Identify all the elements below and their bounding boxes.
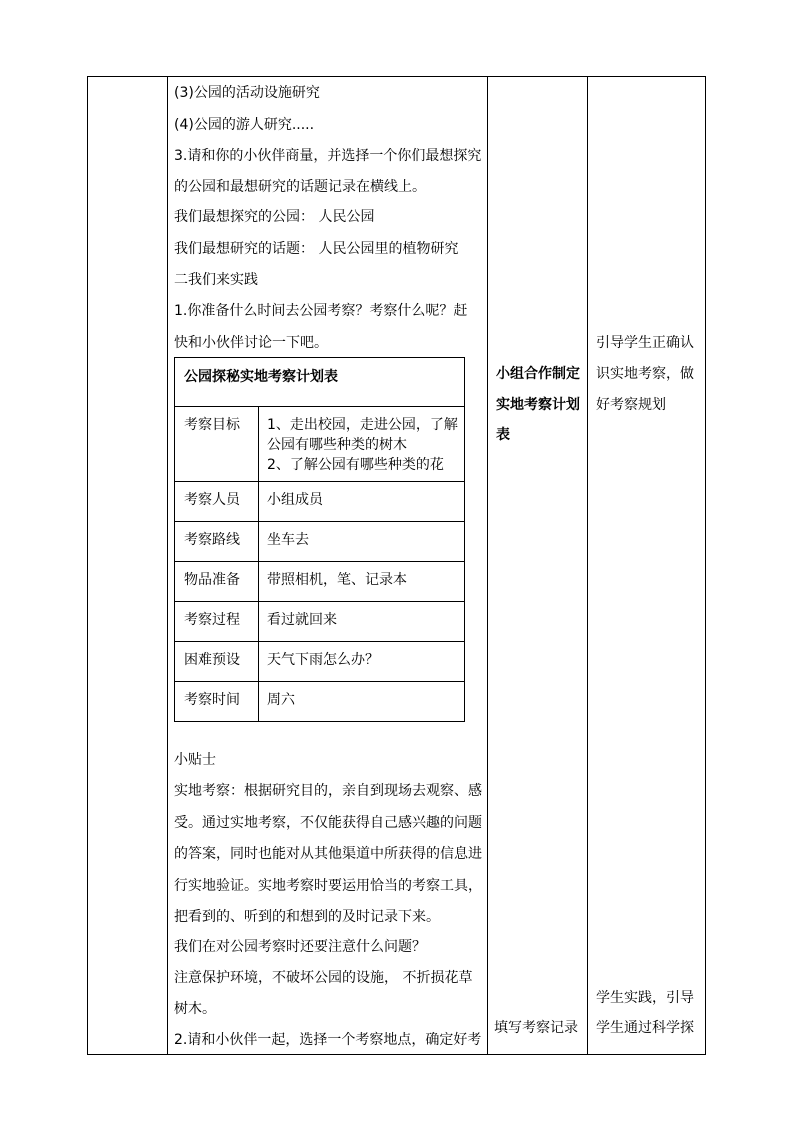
plan-row-label: 物品准备: [184, 572, 240, 588]
plan-row: [175, 601, 464, 642]
plan-row-label: 困难预设: [184, 652, 240, 668]
student-activity-line: 小组合作制定: [496, 366, 580, 382]
plan-row-label: 考察过程: [184, 612, 240, 628]
content-line: 3.请和你的小伙伴商量，并选择一个你们最想探究: [174, 148, 482, 164]
content-line: 实地考察：根据研究目的，亲自到现场去观察、感: [174, 783, 482, 799]
section-heading: 二我们来实践: [174, 272, 258, 288]
plan-title: 公园探秘实地考察计划表: [184, 369, 338, 385]
content-line: (4)公园的游人研究.....: [174, 117, 315, 133]
column-divider-1: [167, 76, 168, 1055]
content-line: 行实地验证。实地考察时要运用恰当的考察工具，: [174, 878, 482, 894]
plan-row-label: 考察时间: [184, 692, 240, 708]
column-divider-3: [587, 76, 588, 1055]
plan-row: [175, 406, 464, 482]
design-intent-line: 学生通过科学探: [596, 1020, 694, 1036]
tip-heading: 小贴士: [174, 752, 216, 768]
plan-cell-divider: [258, 642, 259, 682]
plan-cell-divider: [258, 682, 259, 722]
plan-row-value: 1、走出校园，走进公园，了解: [267, 417, 458, 433]
plan-cell-divider: [258, 482, 259, 522]
plan-row: [175, 521, 464, 562]
student-activity-line: 实地考察计划: [496, 397, 580, 413]
content-line: (3)公园的活动设施研究: [174, 85, 320, 101]
plan-row: [175, 641, 464, 682]
content-line: 2.请和小伙伴一起，选择一个考察地点，确定好考: [174, 1032, 482, 1048]
design-intent-line: 学生实践，引导: [596, 990, 694, 1006]
plan-row-value: 2、了解公园有哪些种类的花: [267, 457, 444, 473]
plan-row-value: 坐车去: [267, 532, 309, 548]
plan-row: [175, 561, 464, 602]
content-line: 树木。: [174, 1001, 216, 1017]
plan-row-value: 周六: [267, 692, 295, 708]
plan-row-value: 公园有哪些种类的树木: [267, 437, 407, 453]
content-line: 1.你准备什么时间去公园考察？考察什么呢？赶: [174, 303, 468, 319]
plan-cell-divider: [258, 602, 259, 642]
content-line: 我们在对公园考察时还要注意什么问题？: [174, 939, 426, 955]
plan-cell-divider: [258, 522, 259, 562]
student-activity-line: 表: [496, 427, 510, 443]
plan-row-label: 考察目标: [184, 417, 240, 433]
plan-row-label: 考察人员: [184, 492, 240, 508]
design-intent-line: 引导学生正确认: [596, 335, 694, 351]
inspection-plan-table: [174, 357, 465, 722]
student-activity-line: 填写考察记录: [494, 1020, 578, 1036]
plan-row-value: 天气下雨怎么办？: [267, 652, 379, 668]
plan-cell-divider: [258, 407, 259, 482]
plan-row-label: 考察路线: [184, 532, 240, 548]
design-intent-line: 识实地考察，做: [596, 366, 694, 382]
content-line: 受。通过实地考察，不仅能获得自己感兴趣的问题: [174, 815, 482, 831]
content-line: 的答案，同时也能对从其他渠道中所获得的信息进: [174, 846, 482, 862]
plan-title-row: [175, 358, 464, 406]
plan-row-value: 小组成员: [267, 492, 323, 508]
plan-row: [175, 481, 464, 522]
plan-row-value: 看过就回来: [267, 612, 337, 628]
content-line: 快和小伙伴讨论一下吧。: [174, 335, 328, 351]
column-divider-2: [487, 76, 488, 1055]
content-line: 把看到的、听到的和想到的及时记录下来。: [174, 909, 440, 925]
content-line: 的公园和最想研究的话题记录在横线上。: [174, 179, 426, 195]
plan-row-value: 带照相机，笔、记录本: [267, 572, 407, 588]
content-line: 我们最想研究的话题： 人民公园里的植物研究: [174, 241, 459, 257]
design-intent-line: 好考察规划: [596, 397, 666, 413]
plan-row: [175, 681, 464, 722]
plan-cell-divider: [258, 562, 259, 602]
content-line: 我们最想探究的公园： 人民公园: [174, 209, 375, 225]
content-line: 注意保护环境，不破坏公园的设施， 不折损花草: [174, 970, 473, 986]
